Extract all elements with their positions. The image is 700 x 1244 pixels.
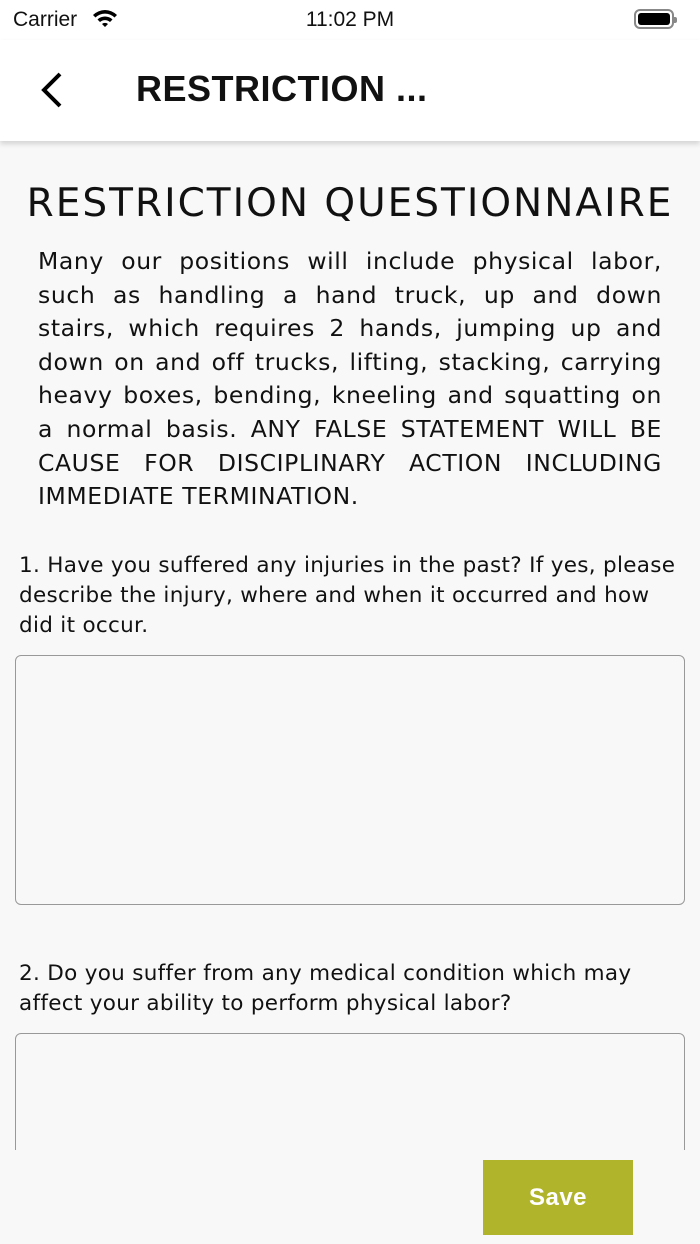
question-1-label: 1. Have you suffered any injuries in the past? If yes, please describe the injury, where and when it occurred and how did it occur.: [19, 553, 676, 638]
intro-text: Many our positions will include physical labor, such as handling a hand truck, up and down stairs, which requires 2 hands, jumping up and down on and off trucks, lifting, stacking, carrying heavy boxes, bending, kneeling and squatting on a normal basis. ANY FALSE STATEMENT WILL BE CAUSE FOR DISCIPLINARY ACTION INCLUDING IMMEDIATE TERMINATION.: [38, 247, 662, 511]
save-button[interactable]: Save: [483, 1160, 633, 1235]
nav-title: RESTRICTION ...: [136, 68, 428, 109]
carrier-label: Carrier: [13, 8, 78, 31]
battery-icon: [634, 9, 674, 29]
back-chevron-icon[interactable]: [36, 68, 72, 112]
question-1-input[interactable]: [15, 655, 685, 905]
status-bar: [0, 0, 700, 40]
page-title: RESTRICTION QUESTIONNAIRE: [26, 181, 674, 226]
nav-bar: [0, 40, 700, 141]
clock: 11:02 PM: [305, 8, 395, 31]
question-2-input[interactable]: [15, 1033, 685, 1150]
question-2-label: 2. Do you suffer from any medical condition which may affect your ability to perform physical labor?: [19, 961, 632, 1016]
form-scroll-area[interactable]: [0, 141, 700, 1150]
